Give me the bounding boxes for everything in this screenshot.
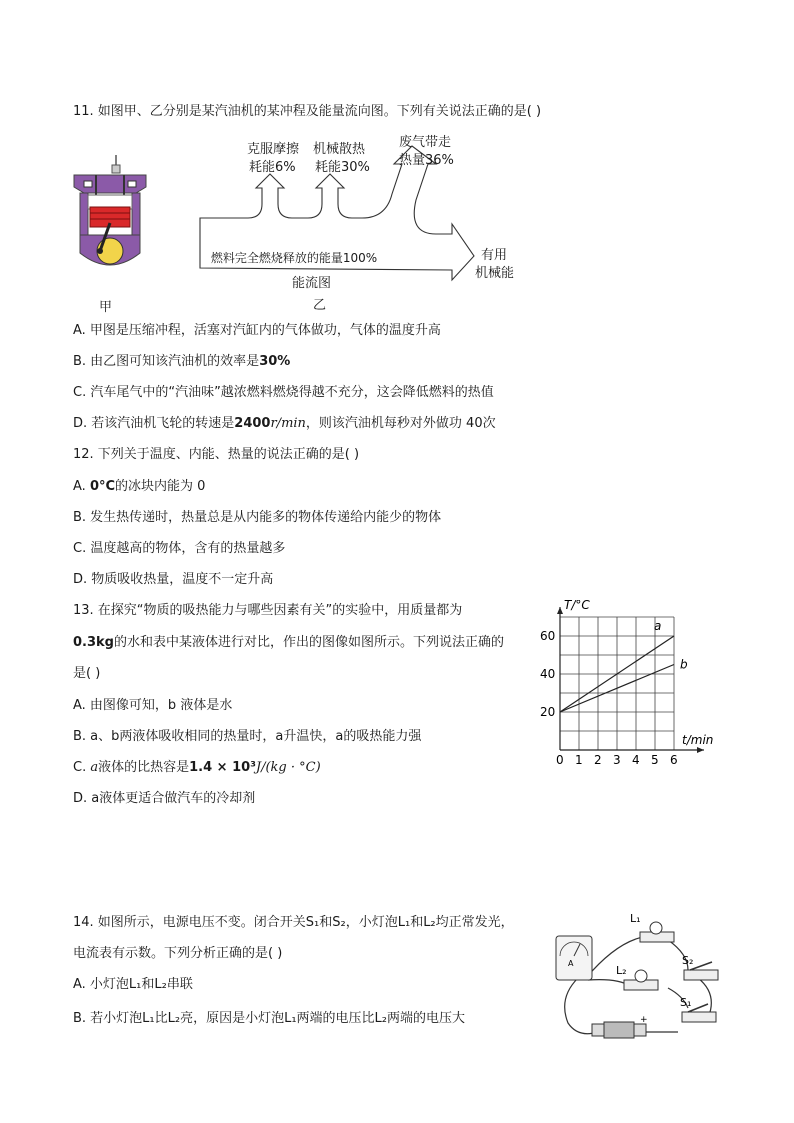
chart-x-tick-label: 0 <box>556 753 564 767</box>
engine-diagram <box>70 153 150 273</box>
q12-option-a-value: 0°C <box>89 479 116 494</box>
q13-option-c <box>73 759 321 777</box>
q13-option-c-var: a <box>90 760 99 775</box>
q12-option-a-post: 的冰块内能为 0 <box>115 479 206 494</box>
chart-series-label-a: a <box>654 619 662 633</box>
svg-text:+: + <box>640 1015 648 1025</box>
q13-stem-line2-text: 的水和表中某液体进行对比，作出的图像如图所示。下列说法正确的 <box>113 635 504 650</box>
chart-y-tick-label: 40 <box>540 667 556 681</box>
switch-s1-label: S₁ <box>680 996 692 1009</box>
chart-x-tick-label: 3 <box>613 753 621 767</box>
q13-option-c-pre: C. <box>73 760 91 775</box>
chart-x-tick-label: 6 <box>670 753 678 767</box>
q11-option-b-value: 30% <box>259 354 291 369</box>
flow-loss2-l1: 机械散热 <box>313 142 366 157</box>
chart-x-axis-label: t/min <box>682 733 714 747</box>
q12-option-a-pre: A. <box>73 479 90 494</box>
q11-option-b-text: B. 由乙图可知该汽油机的效率是 <box>73 354 260 369</box>
chart-x-tick-label: 1 <box>575 753 583 767</box>
lamp-l1-label: L₁ <box>630 912 641 925</box>
q11-stem: 11. 如图甲、乙分别是某汽油机的某冲程及能量流向图。下列有关说法正确的是( ) <box>73 104 542 119</box>
q11-option-a: A. 甲图是压缩冲程，活塞对汽缸内的气体做功，气体的温度升高 <box>73 323 441 338</box>
fig-yi-label: 乙 <box>313 298 327 313</box>
chart-series-label-b: b <box>680 657 688 672</box>
lamp-l2-label: L₂ <box>616 964 627 977</box>
q13-stem-line1: 13. 在探究“物质的吸热能力与哪些因素有关”的实验中，用质量都为 <box>73 603 463 618</box>
switch-s2-label: S₂ <box>682 954 694 967</box>
q14-stem-line1: 14. 如图所示，电源电压不变。闭合开关S₁和S₂，小灯泡L₁和L₂均正常发光， <box>73 915 514 930</box>
flow-loss2-l2: 耗能30% <box>315 160 370 175</box>
q12-option-d: D. 物质吸收热量，温度不一定升高 <box>73 572 274 587</box>
chart-x-tick-label: 4 <box>632 753 640 767</box>
flow-input-text: 燃料完全燃烧释放的能量100% <box>210 251 378 265</box>
q11-option-d-post: ，则该汽油机每秒对外做功 40次 <box>305 416 496 431</box>
q11-option-d-text: D. 若该汽油机飞轮的转速是 <box>73 416 235 431</box>
chart-x-tick-label: 2 <box>594 753 602 767</box>
q12-option-b: B. 发生热传递时，热量总是从内能多的物体传递给内能少的物体 <box>73 510 442 525</box>
q13-option-c-value: 1.4 × 10³ <box>189 760 256 775</box>
q11-option-b <box>73 353 290 371</box>
q11-option-d-value: 2400 <box>234 416 271 431</box>
q13-stem-line2 <box>73 634 504 652</box>
chart-y-axis-label: T/°C <box>564 600 590 612</box>
flow-loss3-l2: 热量36% <box>399 153 454 168</box>
q14-stem-line2: 电流表有示数。下列分析正确的是( ) <box>73 946 283 961</box>
q13-option-b: B. a、b两液体吸收相同的热量时，a升温快，a的吸热能力强 <box>73 729 422 744</box>
flow-loss1-l2: 耗能6% <box>249 160 296 175</box>
q14-option-b: B. 若小灯泡L₁比L₂亮，原因是小灯泡L₁两端的电压比L₂两端的电压大 <box>73 1011 465 1026</box>
flow-loss1-l1: 克服摩擦 <box>247 142 300 157</box>
flow-output-l2: 机械能 <box>475 266 515 281</box>
chart-y-tick-label: 20 <box>540 705 556 719</box>
chart-x-tick-label: 5 <box>651 753 659 767</box>
q12-stem: 12. 下列关于温度、内能、热量的说法正确的是( ) <box>73 447 360 462</box>
q12-option-a <box>73 478 205 496</box>
fig-yi-caption: 能流图 <box>292 276 332 291</box>
temperature-time-chart <box>532 600 732 770</box>
q13-mass-value: 0.3kg <box>73 635 114 650</box>
q13-option-d: D. a液体更适合做汽车的冷却剂 <box>73 791 256 806</box>
chart-y-tick-label: 60 <box>540 629 556 643</box>
q12-option-c: C. 温度越高的物体，含有的热量越多 <box>73 541 286 556</box>
q14-option-a: A. 小灯泡L₁和L₂串联 <box>73 977 193 992</box>
q13-option-c-unit: J/(kg · °C) <box>255 760 321 775</box>
q11-option-d-unit: r/min <box>270 416 306 431</box>
chart-x-axis-arrow <box>697 747 704 753</box>
q11-option-c: C. 汽车尾气中的“汽油味”越浓燃料燃烧得越不充分，这会降低燃料的热值 <box>73 385 494 400</box>
q11-option-d <box>73 415 496 433</box>
ammeter-label: A <box>568 959 574 968</box>
fig-jia-label: 甲 <box>99 300 113 315</box>
q13-stem-line3: 是( ) <box>73 666 101 681</box>
chart-y-axis-arrow <box>557 607 563 614</box>
flow-output-l1: 有用 <box>481 248 508 263</box>
circuit-diagram <box>548 908 734 1048</box>
q13-option-c-mid: 液体的比热容是 <box>98 760 190 775</box>
q13-option-a: A. 由图像可知，b 液体是水 <box>73 698 233 713</box>
flow-loss3-l1: 废气带走 <box>399 135 452 150</box>
